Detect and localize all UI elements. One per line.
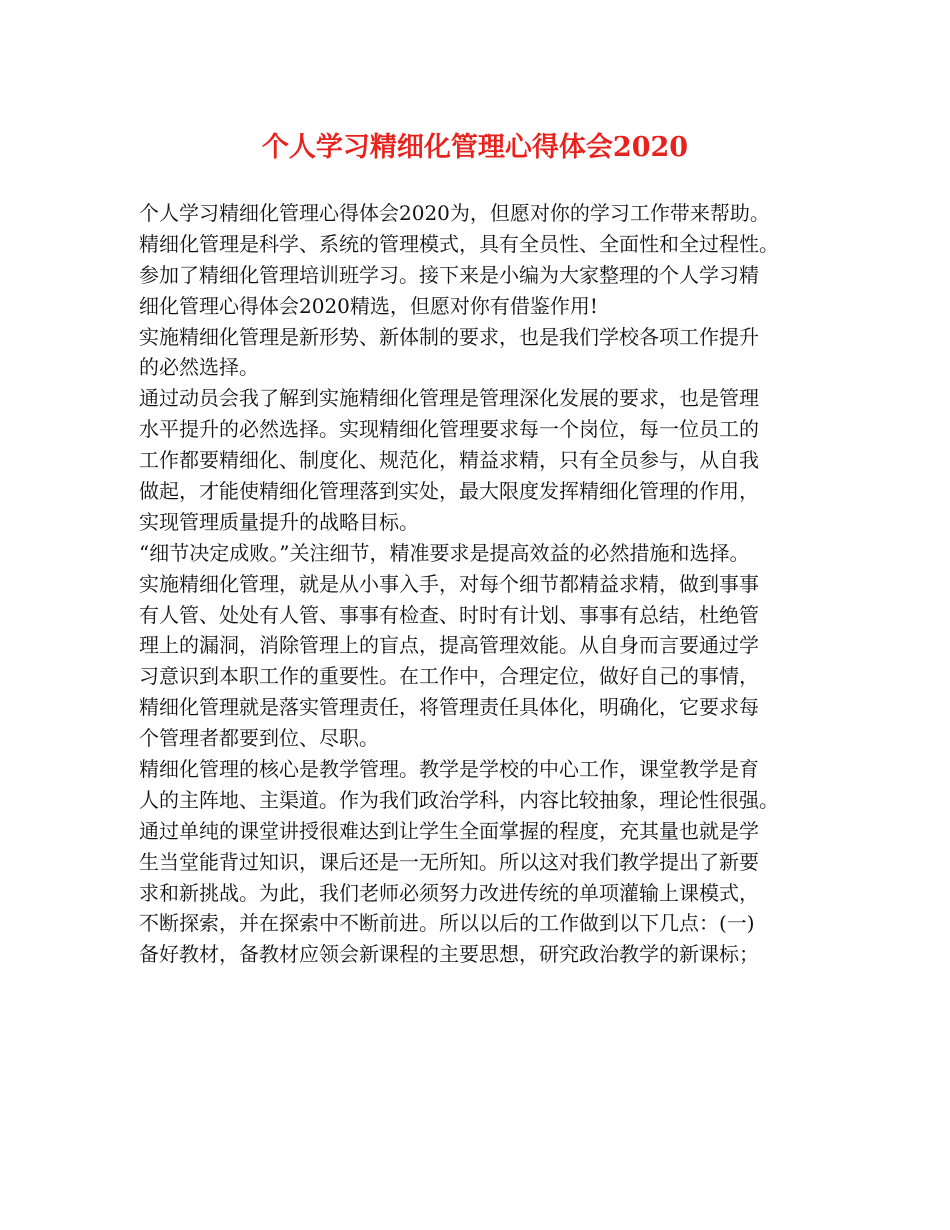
text-line: 通过动员会我了解到实施精细化管理是管理深化发展的要求，也是管理 (139, 386, 759, 411)
text-line: 不断探索，并在探索中不断前进。所以以后的工作做到以下几点：(一) (139, 911, 755, 936)
text-line: 备好教材，备教材应领会新课程的主要思想，研究政治教学的新课标； (139, 942, 759, 967)
text-line: 精细化管理就是落实管理责任，将管理责任具体化，明确化，它要求每 (139, 695, 759, 720)
text-line: 理上的漏洞，消除管理上的盲点，提高管理效能。从自身而言要通过学 (139, 633, 759, 658)
text-line: 实施精细化管理，就是从小事入手，对每个细节都精益求精，做到事事 (139, 571, 759, 596)
text-line: 有人管、处处有人管、事事有检查、时时有计划、事事有总结，杜绝管 (139, 602, 759, 627)
text-line: 生当堂能背过知识，课后还是一无所知。所以这对我们教学提出了新要 (139, 849, 759, 874)
text-line: 水平提升的必然选择。实现精细化管理要求每一个岗位，每一位员工的 (139, 417, 759, 442)
text-line: 通过单纯的课堂讲授很难达到让学生全面掌握的程度，充其量也就是学 (139, 818, 759, 843)
text-line: 实施精细化管理是新形势、新体制的要求，也是我们学校各项工作提升 (139, 324, 759, 349)
document-body (139, 198, 839, 970)
text-line: 求和新挑战。为此，我们老师必须努力改进传统的单项灌输上课模式， (139, 880, 759, 905)
document-title: 个人学习精细化管理心得体会2020 (261, 132, 689, 163)
text-line: 个人学习精细化管理心得体会2020为，但愿对你的学习工作带来帮助。 (139, 201, 770, 225)
text-line: 人的主阵地、主渠道。作为我们政治学科，内容比较抽象，理论性很强。 (139, 787, 779, 812)
text-line: 精细化管理的核心是教学管理。教学是学校的中心工作，课堂教学是育 (139, 757, 759, 782)
text-line: 细化管理心得体会2020精选，但愿对你有借鉴作用! (139, 293, 598, 318)
text-line: 习意识到本职工作的重要性。在工作中，合理定位，做好自己的事情， (139, 664, 759, 689)
text-line: 工作都要精细化、制度化、规范化，精益求精，只有全员参与，从自我 (139, 448, 759, 473)
text-line: “细节决定成败。”关注细节，精准要求是提高效益的必然措施和选择。 (139, 540, 750, 565)
text-line: 的必然选择。 (139, 355, 259, 380)
text-line: 个管理者都要到位、尽职。 (139, 726, 379, 751)
text-line: 精细化管理是科学、系统的管理模式，具有全员性、全面性和全过程性。 (139, 231, 779, 256)
text-line: 做起，才能使精细化管理落到实处，最大限度发挥精细化管理的作用， (139, 479, 759, 504)
text-line: 参加了精细化管理培训班学习。接下来是小编为大家整理的个人学习精 (139, 262, 759, 287)
text-line: 实现管理质量提升的战略目标。 (139, 509, 419, 534)
